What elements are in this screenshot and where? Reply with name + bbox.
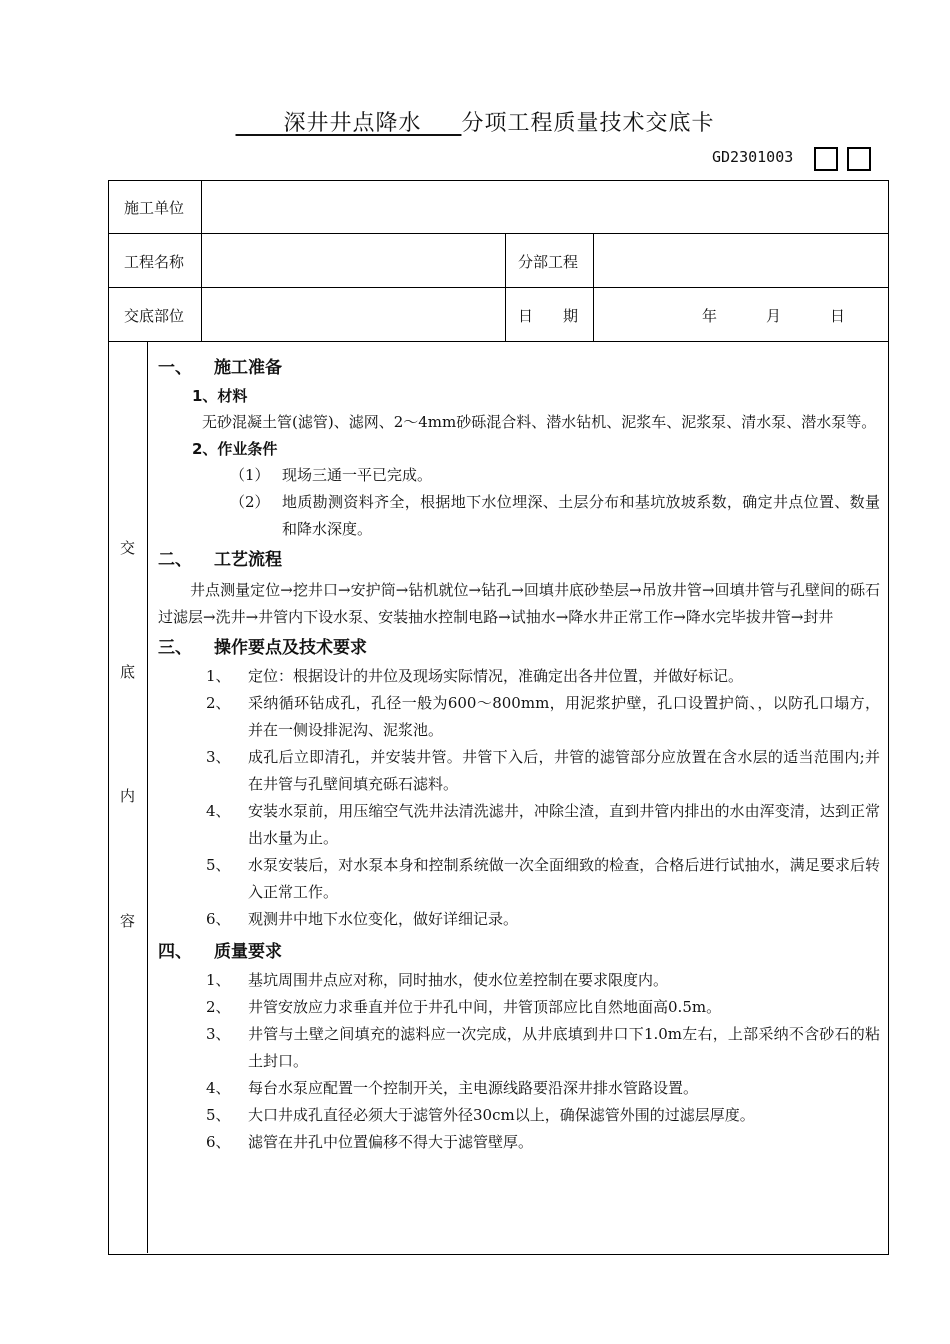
sub-project-label: 分部工程 xyxy=(518,253,579,271)
document-title xyxy=(0,106,950,137)
value-column-divider xyxy=(593,233,594,342)
quality-item: 3、 井管与土壁之间填充的滤料应一次完成，从井底填到井口下1.0m左右，上部采纳不含砂石的粘土封口。 xyxy=(206,1025,880,1070)
operation-item: 3、 成孔后立即清孔，并安装井管。井管下入后，井管的滤管部分应放置在含水层的适当范围内;并在井管与孔壁间填充砾石滤料。 xyxy=(206,748,880,793)
section-1-heading: 一、 施工准备 xyxy=(158,358,282,378)
side-column-divider xyxy=(147,341,148,1253)
quality-item: 1、 基坑周围井点应对称，同时抽水，使水位差控制在要求限度内。 xyxy=(206,971,669,989)
location-label: 交底部位 xyxy=(124,307,185,325)
conditions-heading: 2、作业条件 xyxy=(192,440,278,458)
date-label: 日 期 xyxy=(518,307,579,325)
row-divider-1 xyxy=(108,233,888,234)
project-name-label: 工程名称 xyxy=(124,253,185,271)
quality-item: 4、 每台水泵应配置一个控制开关，主电源线路要沿深井排水管路设置。 xyxy=(206,1079,699,1097)
date-month-label: 月 xyxy=(766,307,782,325)
operation-item: 6、 观测井中地下水位变化，做好详细记录。 xyxy=(206,910,519,928)
operation-item: 1、 定位：根据设计的井位及现场实际情况，准确定出各井位置，并做好标记。 xyxy=(206,667,744,685)
side-label-char-1: 交 xyxy=(120,539,136,557)
title-rest: 分项工程质量技术交底卡 xyxy=(461,111,715,136)
operation-item: 2、 采纳循环钻成孔，孔径一般为600～800mm，用泥浆护壁，孔口设置护筒、，以防孔口塌方，并在一侧设排泥沟、泥浆池。 xyxy=(206,694,880,739)
side-label-char-3: 内 xyxy=(120,787,136,805)
quality-item: 5、 大口井成孔直径必须大于滤管外径30cm以上，确保滤管外围的过滤层厚度。 xyxy=(206,1106,755,1124)
document-code: GD2301003 xyxy=(712,148,794,166)
condition-item: （1） 现场三通一平已完成。 xyxy=(230,466,433,484)
side-label-char-2: 底 xyxy=(120,663,136,681)
middle-column-divider xyxy=(505,233,506,342)
checkbox-2[interactable] xyxy=(847,147,871,171)
checkbox-1[interactable] xyxy=(814,147,838,171)
label-column-divider xyxy=(201,180,202,342)
operation-item: 5、 水泵安装后，对水泵本身和控制系统做一次全面细致的检查，合格后进行试抽水，满足要求后转入正常工作。 xyxy=(206,856,880,901)
process-flow-text: 井点测量定位→挖井口→安护筒→钻机就位→钻孔→回填井底砂垫层→吊放井管→回填井管与孔壁间的砾石过滤层→洗井→井管内下设水泵、安装抽水控制电路→试抽水→降水井正常工作→降水完毕拔井管→封井 xyxy=(158,581,880,626)
section-3-heading: 三、 操作要点及技术要求 xyxy=(158,638,367,658)
side-label-char-4: 容 xyxy=(120,912,136,930)
construction-unit-label: 施工单位 xyxy=(124,199,185,217)
materials-heading: 1、材料 xyxy=(192,387,248,405)
section-2-heading: 二、 工艺流程 xyxy=(158,550,282,570)
row-divider-3 xyxy=(108,341,888,342)
materials-text: 无砂混凝土管(滤管)、滤网、2～4mm砂砾混合料、潜水钻机、泥浆车、泥浆泵、清水泵、潜水泵等。 xyxy=(202,413,877,431)
disclosure-content xyxy=(158,352,880,1156)
quality-item: 2、 井管安放应力求垂直并位于井孔中间，井管顶部应比自然地面高0.5m。 xyxy=(206,998,722,1016)
row-divider-2 xyxy=(108,287,888,288)
condition-item: （2） 地质勘测资料齐全，根据地下水位埋深、土层分布和基坑放坡系数，确定井点位置、数量和降水深度。 xyxy=(230,493,880,538)
quality-item: 6、 滤管在井孔中位置偏移不得大于滤管壁厚。 xyxy=(206,1133,534,1151)
title-subject: 深井井点降水 xyxy=(283,111,422,136)
operation-item: 4、 安装水泵前，用压缩空气洗井法清洗滤井，冲除尘渣，直到井管内排出的水由浑变清，达到正常出水量为止。 xyxy=(206,802,880,847)
date-year-label: 年 xyxy=(702,307,718,325)
date-day-label: 日 xyxy=(830,307,846,325)
section-4-heading: 四、 质量要求 xyxy=(158,942,282,962)
